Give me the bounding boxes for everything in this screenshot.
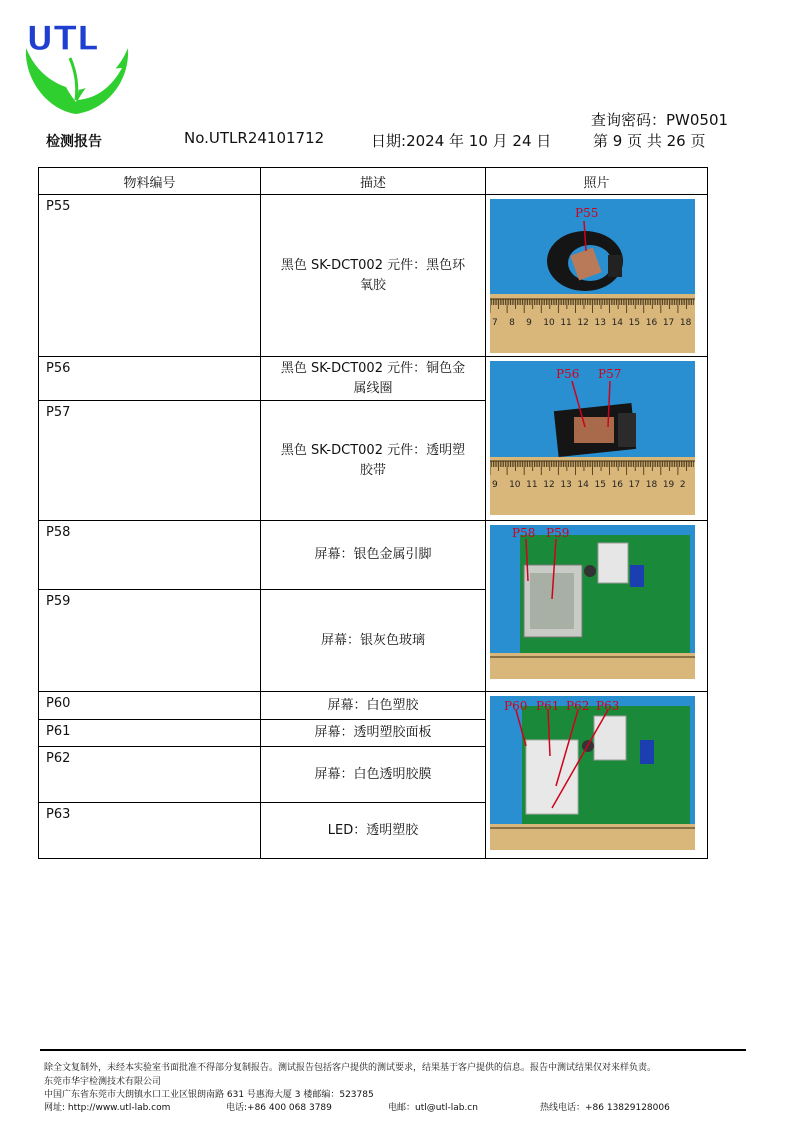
footer-disclaimer: 除全文复制外，未经本实验室书面批准不得部分复制报告。测试报告包括客户提供的测试要求，结果基于客户提供的信息。报告中测试结果仅对来样负责。 [44,1063,657,1073]
material-description: 屏幕：白色塑胶 [261,692,486,720]
photo-label-p57: P57 [598,367,622,381]
photo-label-p58: P58 [512,526,536,540]
query-code: 查询密码：PW0501 [591,111,729,129]
ruler-number: 12 [543,480,555,490]
material-description: 屏幕：白色透明胶膜 [261,747,486,803]
ruler-number: 14 [577,480,589,490]
ruler-number: 16 [611,480,624,490]
sample-photo [490,525,695,679]
ruler-number: 13 [594,318,606,328]
ruler-number: 12 [577,318,589,328]
material-code: P62 [39,747,261,803]
footer-address: 中国广东省东莞市大朗镇水口工业区银朗南路 631 号惠海大厦 3 楼邮编：523785 [44,1090,374,1100]
material-code: P59 [39,590,261,692]
material-description: 屏幕：银灰色玻璃 [261,590,486,692]
material-code: P56 [39,357,261,401]
ruler-number: 2 [679,480,686,490]
ruler-number: 18 [645,480,658,490]
photo-cell [486,692,708,859]
utl-logo [18,10,136,118]
material-code: P61 [39,720,261,747]
ruler-number: 7 [492,318,498,328]
photo-label-p56: P56 [556,367,580,381]
sample-photo [490,361,695,515]
ruler-number: 11 [560,318,572,328]
photo-cell [486,195,708,357]
ruler-number: 17 [628,480,641,490]
logo-text: UTL [26,19,99,59]
material-code: P58 [39,521,261,590]
photo-label-p60: P60 [504,699,528,713]
ruler-number: 9 [526,318,532,328]
footer-website: 网址: http://www.utl-lab.com [44,1103,171,1113]
ruler-number: 17 [662,318,675,328]
material-description: 屏幕：透明塑胶面板 [261,720,486,747]
ruler-number: 10 [543,318,555,328]
ruler-number: 14 [611,318,624,328]
ruler-number: 8 [509,318,515,328]
footer-divider [40,1049,746,1051]
column-header-photo: 照片 [486,168,708,195]
ruler-number: 13 [560,480,572,490]
ruler-number: 15 [594,480,606,490]
footer-company: 东莞市华宇检测技术有限公司 [44,1077,162,1087]
ruler-number: 18 [679,318,692,328]
material-description: 黑色 SK-DCT002 元件：黑色环 氧胶 [261,195,486,357]
table-row [39,692,708,720]
report-number: No.UTLR24101712 [184,129,325,147]
sample-photo [490,199,695,353]
ruler-number: 9 [492,480,498,490]
table-row [39,357,708,401]
photo-cell [486,521,708,692]
ruler-number: 15 [628,318,641,328]
material-code: P55 [39,195,261,357]
footer-hotline: 热线电话：+86 13829128006 [540,1103,670,1113]
photo-label-p55: P55 [575,206,599,220]
material-table [38,167,708,859]
footer-phone: 电话:+86 400 068 3789 [226,1103,332,1113]
material-description: LED：透明塑胶 [261,803,486,859]
photo-cell [486,357,708,521]
table-header-row [39,168,708,195]
material-description: 黑色 SK-DCT002 元件：透明塑 胶带 [261,401,486,521]
material-code: P57 [39,401,261,521]
material-description: 黑色 SK-DCT002 元件：铜色金 属线圈 [261,357,486,401]
table-row [39,521,708,590]
ruler-number: 16 [645,318,658,328]
column-header-code: 物料编号 [39,168,261,195]
column-header-description: 描述 [261,168,486,195]
ruler-number: 19 [662,480,675,490]
material-description: 屏幕：银色金属引脚 [261,521,486,590]
report-title: 检测报告 [46,134,102,150]
photo-label-p62: P62 [566,699,590,713]
photo-label-p61: P61 [536,699,560,713]
material-code: P63 [39,803,261,859]
page-info: 第 9 页 共 26 页 [593,132,706,150]
ruler-number: 11 [526,480,538,490]
material-code: P60 [39,692,261,720]
footer-email: 电邮：utl@utl-lab.cn [388,1103,478,1113]
sample-photo [490,696,695,850]
photo-label-p63: P63 [596,699,620,713]
table-row [39,195,708,357]
date-value: 2024 年 10 月 24 日 [406,132,552,150]
photo-label-p59: P59 [546,526,570,540]
date-label: 日期: [371,132,407,150]
ruler-number: 10 [509,480,521,490]
